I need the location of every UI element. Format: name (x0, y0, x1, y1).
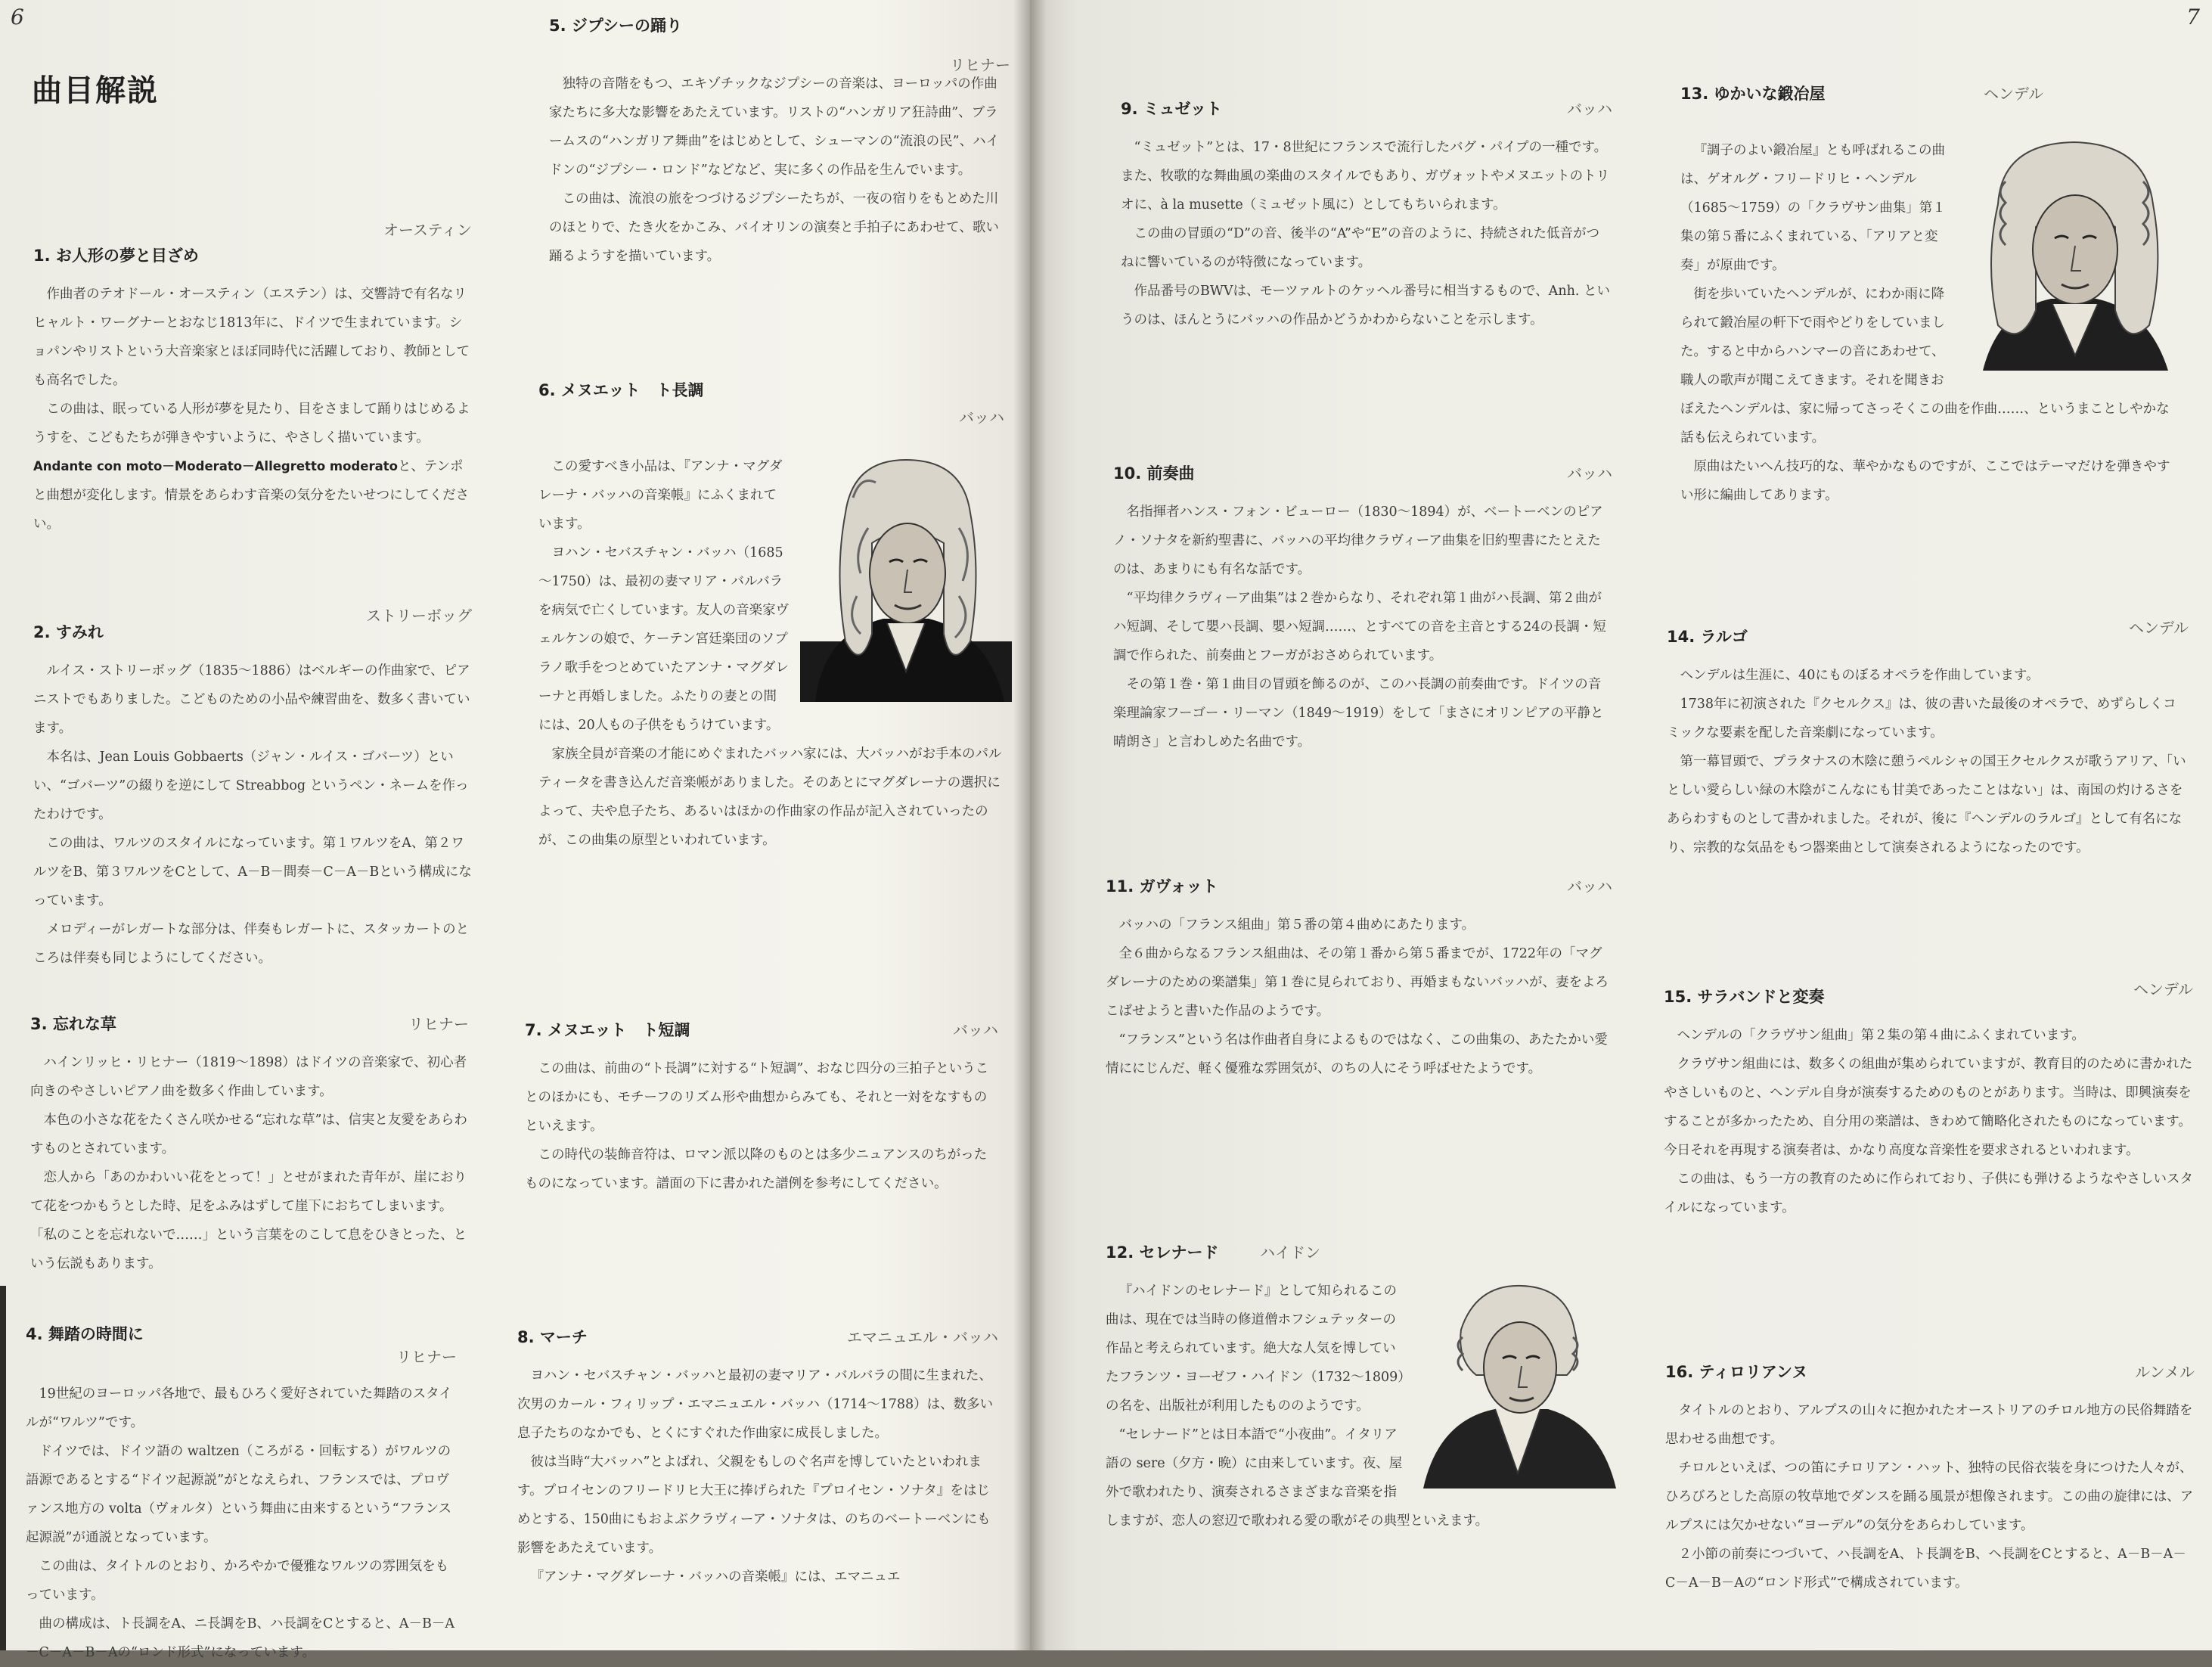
tempo-marking: Andante con moto－Moderato－Allegretto moderato (33, 459, 398, 473)
paragraph: 本色の小さな花をたくさん咲かせる“忘れな草”は、信実と友愛をあらわすものとされています。 (30, 1113, 467, 1156)
section-composer: リヒナー (408, 1015, 469, 1033)
haydn-portrait (1416, 1277, 1620, 1489)
section-14 (1667, 619, 2189, 862)
section-body (1665, 1396, 2195, 1597)
paragraph: 作品番号のBWVは、モーツァルトのケッヘル番号に相当するもので、Anh. というのは、ほんとうにバッハの作品かどうかわからないことを示します。 (1121, 284, 1610, 328)
section-body (517, 1361, 998, 1591)
paragraph: この曲は、ワルツのスタイルになっています。第１ワルツをA、第２ワルツをB、第３ワルツをCとして、A－B－間奏－C－A－Bという構成になっています。 (33, 836, 472, 908)
paragraph: 19世紀のヨーロッパ各地で、最もひろく愛好されていた舞踏のスタイルが“ワルツ”です。 (26, 1386, 452, 1430)
section-12 (1106, 1240, 1620, 1535)
section-title: 2. すみれ (33, 623, 104, 641)
section-title: 3. 忘れな草 (30, 1015, 116, 1033)
paragraph: “ミュゼット”とは、17・8世紀にフランスで流行したバグ・パイプの一種です。また、牧歌的な舞曲風の楽曲のスタイルでもあり、ガヴォットやメヌエットのトリオに、à la musette（ミュゼット風に）としてもちいられます。 (1121, 140, 1610, 213)
paragraph: ヘンデルは生涯に、40にものぼるオペラを作曲しています。 (1680, 668, 2040, 683)
paragraph: 原曲はたいへん技巧的な、華やかなものですが、ここではテーマだけを弾きやすい形に編曲してあります。 (1680, 459, 2170, 503)
page-edge-shadow (0, 1286, 6, 1650)
page-number-left: 6 (11, 5, 24, 29)
paragraph: ドイツでは、ドイツ語の waltzen（ころがる・回転する）がワルツの語源であるとする“ドイツ起源説”がとなえられ、フランスでは、プロヴァンス地方の volta（ヴォルタ）という舞曲に由来するという“フランス起源説”が通説となっています。 (26, 1444, 452, 1545)
paragraph: 『調子のよい鍛冶屋』とも呼ばれるこの曲は、ゲオルグ・フリードリヒ・ヘンデル（1685～1759）の「クラヴサン曲集」第１集の第５番にふくまれている、「アリアと変奏」が原曲です。 (1680, 143, 1946, 273)
section-title: 14. ラルゴ (1667, 628, 1748, 646)
paragraph: “平均律クラヴィーア曲集”は２巻からなり、それぞれ第１曲がハ長調、第２曲がハ短調、そして嬰ハ長調、嬰ハ短調……、とすべての音を主音とする24の長調・短調で作られた、前奏曲とフーガがおさめられています。 (1113, 591, 1606, 663)
paragraph: チロルといえば、つの笛にチロリアン・ハット、独特の民俗衣装を身につけた人々が、ひろびろとした高原の牧草地でダンスを踊る風景が想像されます。この曲の旋律には、アルプスには欠かせない“ヨーデル”の気分をあらわしています。 (1665, 1461, 2194, 1533)
section-title: 4. 舞踏の時間に (26, 1325, 144, 1343)
paragraph: 街を歩いていたヘンデルが、にわか雨に降られて鍛冶屋の軒下で雨やどりをしていました。すると中からハンマーの音にあわせて、職人の歌声が聞こえてきます。それを聞きおぼえたヘンデルは、家に帰ってさっそくこの曲を作曲……、というまことしやかな話も伝えられています。 (1680, 287, 2170, 445)
section-body (1106, 1277, 1620, 1535)
handel-portrait (1968, 136, 2179, 371)
paragraph: この愛すべき小品は、『アンナ・マグダレーナ・バッハの音楽帳』にふくまれています。 (538, 459, 783, 532)
section-body (30, 1048, 469, 1278)
paragraph: “フランス”という名は作曲者自身によるものではなく、この曲集の、あたたかい愛情ににじんだ、軽く優雅な雰囲気が、のちの人にそう呼ばせたようです。 (1106, 1032, 1608, 1076)
section-11 (1106, 874, 1612, 1083)
section-title: 13. ゆかいな鍛冶屋 (1680, 85, 1826, 103)
paragraph: “セレナード”とは日本語で“小夜曲”。イタリア語の sere（夕方・晩）に由来しています。夜、屋外で歌われたり、演奏されるさまざまな音楽を指しますが、恋人の窓辺で歌われる愛の歌がその典型といえます。 (1106, 1427, 1489, 1529)
section-3 (30, 1012, 469, 1278)
section-composer: エマニュエル・バッハ (847, 1328, 998, 1346)
section-composer: バッハ (959, 408, 1004, 427)
section-composer: ヘンデル (2133, 980, 2193, 998)
bach-portrait (800, 452, 1012, 702)
paragraph: この時代の装飾音符は、ロマン派以降のものとは多少ニュアンスのちがったものになっています。譜面の下に書かれた譜例を参考にしてください。 (525, 1147, 988, 1191)
right-page (1030, 0, 2212, 1650)
section-title: 9. ミュゼット (1121, 100, 1223, 118)
section-composer: バッハ (953, 1021, 998, 1039)
section-title: 5. ジプシーの踊り (549, 17, 683, 35)
section-title: 10. 前奏曲 (1113, 464, 1195, 483)
section-title: 1. お人形の夢と目ざめ (33, 247, 199, 265)
page-number-right: 7 (2186, 5, 2200, 29)
section-composer: バッハ (1567, 464, 1612, 483)
section-4 (26, 1322, 457, 1667)
tempo-paragraph (33, 452, 472, 539)
section-title: 7. メヌエット ト短調 (525, 1021, 690, 1039)
section-8 (517, 1325, 998, 1591)
section-composer: バッハ (1567, 100, 1612, 118)
paragraph: 家族全員が音楽の才能にめぐまれたバッハ家には、大バッハがお手本のパルティータを書き込んだ音楽帳がありました。そのあとにマグダレーナの選択によって、夫や息子たち、あるいはほかの作曲家の作品が記入されていったのが、この曲集の原型といわれています。 (538, 747, 1002, 848)
section-5 (549, 14, 1010, 271)
paragraph: 名指揮者ハンス・フォン・ビューロー（1830～1894）が、ベートーベンのピアノ・ソナタを新約聖書に、バッハの平均律クラヴィーア曲集を旧約聖書にたとえたのは、あまりにも有名な話です。 (1113, 504, 1603, 577)
paragraph: メロディーがレガートな部分は、伴奏もレガートに、スタッカートのところは伴奏も同じようにしてください。 (33, 922, 470, 966)
section-body (1113, 498, 1612, 756)
paragraph: この曲は、流浪の旅をつづけるジプシーたちが、一夜の宿りをもとめた川のほとりで、たき火をかこみ、バイオリンの演奏と手拍子にあわせて、歌い踊るようすを描いています。 (549, 191, 999, 264)
section-15 (1664, 980, 2193, 1222)
section-composer: ストリーボッグ (366, 607, 472, 625)
paragraph: 独特の音階をもつ、エキゾチックなジプシーの音楽は、ヨーロッパの作曲家たちに多大な影響をあたえています。リストの“ハンガリア狂詩曲”、ブラームスの“ハンガリア舞曲”をはじめとして、シューマンの“流浪の民”、ハイドンの“ジプシー・ロンド”などなど、実に多くの作品を生んでいます。 (549, 76, 1000, 178)
paragraph: 第一幕冒頭で、プラタナスの木陰に憩うペルシャの国王クセルクスが歌うアリア、「いとしい愛らしい緑の木陰がこんなにも甘美であったことはない」は、南国の灼けるさをあらわすものとして書かれました。それが、後に『ヘンデルのラルゴ』として有名になり、宗教的な気品をもつ器楽曲として演奏されるようになったのです。 (1667, 754, 2186, 855)
section-6 (538, 378, 1012, 855)
section-body (1106, 911, 1612, 1083)
section-title: 12. セレナード (1106, 1243, 1219, 1262)
paragraph: ヘンデルの「クラヴサン組曲」第２集の第４曲にふくまれています。 (1677, 1028, 2085, 1043)
section-composer: リヒナー (396, 1348, 457, 1366)
section-composer: ルンメル (2135, 1363, 2195, 1381)
section-composer: バッハ (1567, 877, 1612, 896)
section-body (538, 452, 1012, 855)
section-body (1667, 661, 2189, 862)
section-title: 11. ガヴォット (1106, 877, 1218, 896)
paragraph: ２小節の前奏につづいて、ハ長調をA、ト長調をB、ヘ長調をCとすると、A－B－A－C－A－B－Aの“ロンド形式”で構成されています。 (1665, 1547, 2186, 1591)
section-1 (33, 221, 472, 539)
paragraph: 『ハイドンのセレナード』として知られるこの曲は、現在では当時の修道僧ホフシュテッターの作品と考えられています。絶大な人気を博していたフランツ・ヨーゼフ・ハイドン（1732～1809）の名を、出版社が利用したもののようです。 (1106, 1284, 1404, 1414)
paragraph: 本名は、Jean Louis Gobbaerts（ジャン・ルイス・ゴバーツ）といい、“ゴバーツ”の綴りを逆にして Streabbog というペン・ネームを作ったわけです。 (33, 750, 469, 822)
section-body (525, 1054, 998, 1198)
paragraph: ヨハン・セバスチャン・バッハ（1685～1750）は、最初の妻マリア・バルバラを病気で亡くしています。友人の音楽家ヴェルケンの娘で、ケーテン宮廷楽団のソプラノ歌手をつとめていたアンナ・マグダレーナと再婚しました。ふたりの妻との間には、20人もの子供をもうけています。 (538, 545, 790, 733)
section-composer: ハイドン (1260, 1243, 1320, 1262)
paragraph: ハインリッヒ・リヒナー（1819～1898）はドイツの音楽家で、初心者向きのやさしいピアノ曲を数多く作曲しています。 (30, 1055, 467, 1099)
section-composer: ヘンデル (1984, 85, 2043, 103)
section-title: 8. マーチ (517, 1328, 588, 1346)
section-body (549, 70, 1003, 271)
page-title: 曲目解説 (32, 73, 159, 108)
paragraph: 全６曲からなるフランス組曲は、その第１番から第５番までが、1722年の「マグダレーナのための楽譜集」第１巻に見られており、再婚まもないバッハが、妻をよろこばせようと書いた作品のようです。 (1106, 946, 1609, 1019)
paragraph: 作曲者のテオドール・オースティン（エステン）は、交響詩で有名なリヒャルト・ワーグナーとおなじ1813年に、ドイツで生まれています。ショパンやリストという大音楽家とほぼ同時代に活躍しており、教師としても高名でした。 (33, 287, 470, 388)
section-title: 6. メヌエット ト長調 (538, 381, 704, 399)
section-body (1680, 136, 2179, 510)
section-13 (1680, 82, 2179, 510)
paragraph: ルイス・ストリーボッグ（1835～1886）はベルギーの作曲家で、ピアニストでもありました。こどものための小品や練習曲を、数多く書いています。 (33, 663, 470, 736)
tempo-text: と、テンポと曲想が変化します。情景をあらわす音楽の気分をたいせつにしてください。 (33, 459, 470, 532)
paragraph: その第１巻・第１曲目の冒頭を飾るのが、このハ長調の前奏曲です。ドイツの音楽理論家フーゴー・リーマン（1849～1919）をして「まさにオリンピアの平静と晴朗さ」と言わしめた名曲です。 (1113, 677, 1604, 750)
section-body (33, 657, 472, 973)
left-page (0, 0, 1030, 1660)
section-7 (525, 1018, 998, 1198)
book-gutter (1013, 0, 1047, 1650)
paragraph: クラヴサン組曲には、数多くの組曲が集められていますが、教育目的のために書かれたやさしいものと、ヘンデル自身が演奏するためのものとがあります。当時は、即興演奏をすることが多かったため、自分用の楽譜は、きわめて簡略化されたものになっています。今日それを再現する演奏者は、かなり高度な音楽性を要求されるといわれます。 (1664, 1057, 2193, 1158)
section-title: 16. ティロリアンヌ (1665, 1363, 1808, 1381)
section-10 (1113, 461, 1612, 756)
paragraph: この曲は、もう一方の教育のために作られており、子供にも弾けるようなやさしいスタイルになっています。 (1664, 1172, 2193, 1215)
paragraph: タイトルのとおり、アルプスの山々に抱かれたオーストリアのチロル地方の民俗舞踏を思わせる曲想です。 (1665, 1403, 2193, 1447)
paragraph: この曲は、眠っている人形が夢を見たり、目をさまして踊りはじめるようすを、こどもたちが弾きやすいように、やさしく描いています。 (33, 402, 470, 445)
paragraph: この曲は、前曲の“ト長調”に対する“ト短調”、おなじ四分の三拍子ということのほかにも、モチーフのリズム形や曲想からみても、それと一対をなすものといえます。 (525, 1061, 989, 1134)
paragraph: 彼は当時“大バッハ”とよばれ、父親をもしのぐ名声を博していたといわれます。プロイセンのフリードリヒ大王に捧げられた『プロイセン・ソナタ』をはじめとする、150曲にもおよぶクラヴィーア・ソナタは、のちのベートーベンにも影響をあたえています。 (517, 1454, 991, 1556)
paragraph: ヨハン・セバスチャン・バッハと最初の妻マリア・バルバラの間に生まれた、次男のカール・フィリップ・エマニュエル・バッハ（1714～1788）は、数多い息子たちのなかでも、とくにすぐれた作曲家に成長しました。 (517, 1368, 994, 1441)
paragraph: 曲の構成は、ト長調をA、ニ長調をB、ハ長調をCとすると、A－B－A－C－A－B－Aの“ロンド形式”になっています。 (26, 1616, 455, 1660)
section-16 (1665, 1360, 2195, 1597)
section-9 (1121, 97, 1612, 334)
section-body (1121, 133, 1612, 334)
section-composer: リヒナー (950, 56, 1010, 74)
section-body (33, 280, 472, 539)
section-body (1664, 1021, 2193, 1222)
section-2 (33, 607, 472, 973)
section-composer: ヘンデル (2129, 619, 2189, 637)
paragraph: 1738年に初演された『クセルクス』は、彼の書いた最後のオペラで、めずらしくコミックな要素を配した音楽劇になっています。 (1667, 697, 2176, 740)
paragraph: この曲は、タイトルのとおり、かろやかで優雅なワルツの雰囲気をもっています。 (26, 1559, 449, 1603)
paragraph: 『アンナ・マグダレーナ・バッハの音楽帳』には、エマニュエ (530, 1569, 901, 1585)
section-composer: オースティン (383, 221, 472, 239)
paragraph: バッハの「フランス組曲」第５番の第４曲めにあたります。 (1118, 917, 1475, 933)
paragraph: 恋人から「あのかわいい花をとって！」とせがまれた青年が、崖におりて花をつかもうとした時、足をふみはずして崖下におちてしまいます。「私のことを忘れないで……」という言葉をのこして息をひきとった、という伝説もあります。 (30, 1170, 467, 1271)
section-title: 15. サラバンドと変奏 (1664, 988, 1825, 1006)
section-body (26, 1380, 457, 1667)
paragraph: この曲の冒頭の“D”の音、後半の“A”や“E”の音のように、持続された低音がつねに響いているのが特徴になっています。 (1121, 226, 1600, 270)
